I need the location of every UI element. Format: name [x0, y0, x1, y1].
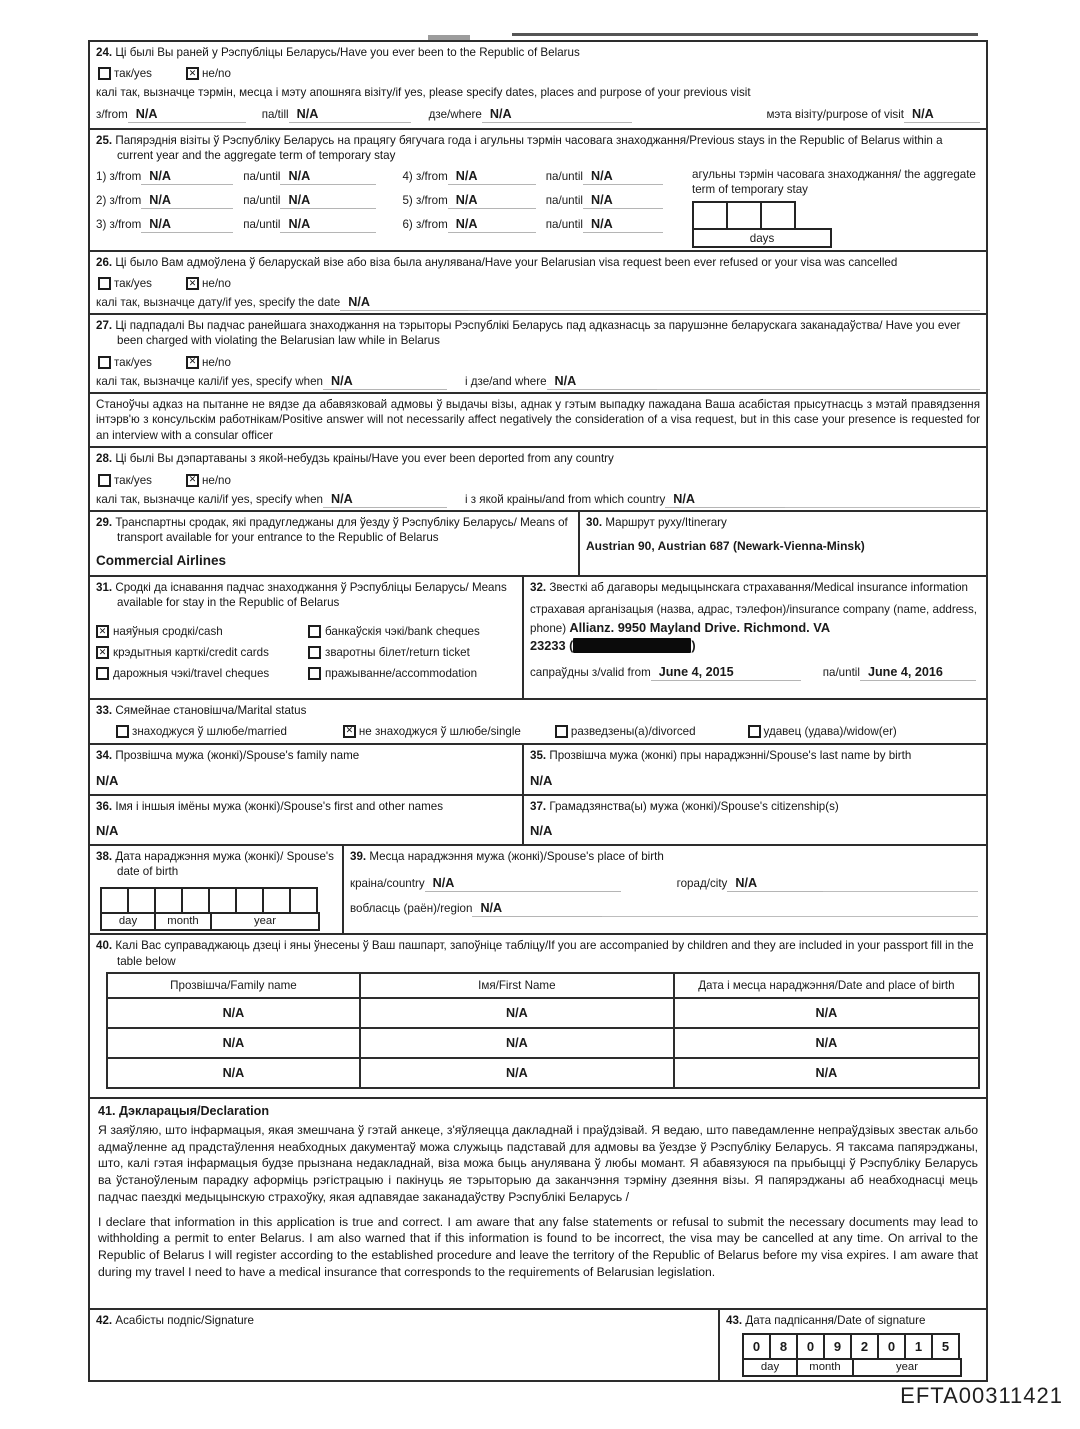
q25-entry6-value: N/A: [448, 217, 536, 233]
q34-value: N/A: [96, 773, 119, 789]
q43-digit: 9: [823, 1333, 852, 1360]
q37-label: 37. Грамадзянства(ы) мужа (жонкі)/Spouse's citizenship(s): [530, 799, 839, 813]
q24-fields: [96, 107, 980, 123]
section-33: [90, 700, 986, 745]
q38-date-cell: [181, 887, 210, 914]
redacted-phone: [573, 638, 691, 653]
q27-label: 27. Ці падпадалі Вы падчас ранейшага знаходжання на тэрыторы Рэспублікі Беларусь пад адказнасць за парушэнне беларускага заканадаўства/ Have you ever been charged with violating the Belarusian law while in Belarus: [96, 319, 961, 348]
q39-label: 39. Месца нараджэння мужа (жонкі)/Spouse's place of birth: [350, 849, 664, 863]
q25-row-1: 1) з/from N/A па/until N/A 4) з/from N/A па/until N/A: [96, 169, 692, 185]
children-cell: N/A: [674, 1058, 979, 1088]
q26-ifyes-label: калі так, вызначце дату/if yes, specify the date: [96, 296, 341, 310]
q25-entry5-value: N/A: [448, 193, 536, 209]
q26-label: 26. Ці было Вам адмоўлена ў беларускай візе або віза была анулявана/Have your Belarusian visa request been ever refused or your visa was cancelled: [96, 255, 898, 269]
q36-value: N/A: [96, 823, 119, 839]
section-26: [90, 252, 986, 315]
section-24: [90, 42, 986, 130]
q38-date-cell: [235, 887, 264, 914]
q40-number: 40.: [96, 939, 113, 953]
q28-yes-label: так/yes: [114, 473, 152, 487]
q28-no-label: не/no: [201, 473, 231, 487]
q24-ifyes-label: калі так, вызначце тэрмін, месца і мэту апошняга візіту/if yes, please specify dates, places and purpose of your previous visit: [96, 86, 751, 100]
q24-no-checkbox: [186, 67, 199, 80]
q27-when-value: N/A: [323, 374, 447, 390]
q33-divorced-checkbox: [555, 725, 568, 738]
q27-options: [98, 356, 980, 369]
q24-purpose-value: N/A: [904, 107, 980, 123]
q37-value: N/A: [530, 823, 553, 839]
q34-number: 34.: [96, 748, 113, 762]
section-27-note: [90, 394, 986, 449]
section-36: [90, 796, 524, 844]
q30-value: Austrian 90, Austrian 687 (Newark-Vienna-Minsk): [586, 538, 865, 553]
q31-return-ticket-checkbox: [308, 646, 321, 659]
q32-valid-from-label: сапраўдны з/valid from: [530, 666, 651, 680]
q24-yes-label: так/yes: [114, 67, 152, 81]
q41-declaration-be: Я заяўляю, што інфармацыя, якая змешчана ў гэтай анкеце, з'яўляецца дакладнай і праўдзівай. Я ведаю, што паведамленне непраўдзівых звестак альбо адмаўленне ад прадстаўлення неабходных дакументаў можа служыць падставай для адмовы ва ўездзе ў Рэспубліку Беларусь. Я таксама папярэджаны, што, калі гэтая інфармацыя будзе прызнана недакладнай, віза можа быць анулявана ў любы момант. Я абавязуюся па прыбыцці ў Рэспубліку Беларусь ва ўстаноўленым парадку аформіць рэгістрацыю і пакінуць яе тэрыторыю да заканчэння тэрміну дзеяння візы. Я папярэджаны аб неабходнасці мець падчас паездкі медыцынскую страхоўку, якая адпавядае заканадаўству Рэспублікі Беларусь /: [98, 1123, 978, 1204]
q43-digit: 5: [931, 1333, 960, 1360]
section-30: [580, 512, 986, 575]
q28-when-row: [96, 492, 980, 508]
children-cell: N/A: [360, 1058, 674, 1088]
q41-title: 41. Дэкларацыя/Declaration: [98, 1104, 270, 1119]
section-39: [344, 846, 986, 934]
q31-item-bank-cheques: банкаўскія чэкі/bank cheques: [308, 625, 480, 638]
children-cell: N/A: [674, 1028, 979, 1058]
q24-where-value: N/A: [482, 107, 632, 123]
children-header-first-name: Імя/First Name: [360, 973, 674, 998]
q43-label: 43. Дата падпісання/Date of signature: [726, 1314, 926, 1328]
q24-till-label: па/till: [261, 107, 289, 121]
q29-value: Commercial Airlines: [96, 553, 227, 569]
children-table-row: [107, 1028, 979, 1058]
q31-travel-cheques-checkbox: [96, 667, 109, 680]
q33-single-checkbox: [343, 725, 356, 738]
children-table: [106, 972, 980, 1089]
q24-where-label: дзе/where: [428, 107, 482, 121]
section-38: [90, 846, 344, 934]
q25-entry5-label: 5) з/from: [402, 193, 448, 207]
q24-label: 24. Ці былі Вы раней у Рэспубліцы Беларусь/Have you ever been to the Republic of Belarus: [96, 46, 580, 59]
children-cell: N/A: [360, 1028, 674, 1058]
q28-label: 28. Ці былі Вы дэпартаваны з якой-небудзь краіны/Have you ever been deported from any country: [96, 452, 614, 466]
q27-when-label: калі так, вызначце калі/if yes, specify when: [96, 374, 323, 388]
q33-label: 33. Сямейнае становішча/Marital status: [96, 703, 307, 717]
q25-rows: [96, 167, 692, 248]
children-cell: N/A: [107, 998, 360, 1028]
q43-digit: 0: [742, 1333, 771, 1360]
q25-days-cell: [692, 201, 728, 230]
q39-city-value: N/A: [727, 876, 823, 892]
q38-date-cell: [208, 887, 237, 914]
q28-number: 28.: [96, 452, 113, 466]
scan-artifact-line: [512, 33, 978, 36]
q38-date-cells: [100, 887, 336, 914]
children-table-row: [107, 998, 979, 1028]
q31-label: 31. Сродкі да існавання падчас знаходжання ў Рэспубліцы Беларусь/ Means available for stay in the Republic of Belarus: [96, 580, 507, 609]
q38-label: 38. Дата нараджэння мужа (жонкі)/ Spouse's date of birth: [96, 849, 334, 879]
q31-column-1: [96, 625, 308, 688]
children-cell: N/A: [107, 1028, 360, 1058]
q24-number: 24.: [96, 46, 113, 59]
q25-entry2-value: N/A: [141, 193, 233, 209]
q39-number: 39.: [350, 849, 367, 863]
q25-days-cell: [760, 201, 796, 230]
section-42-43: [90, 1310, 986, 1380]
section-38-39: [90, 846, 986, 936]
q24-no-label: не/no: [201, 67, 231, 81]
q43-digit: 2: [850, 1333, 879, 1360]
q28-when-value: N/A: [323, 492, 447, 508]
q31-checkbox-grid: [96, 625, 516, 688]
q32-company-value: Allianz. 9950 Mayland Drive. Richmond. VA: [569, 619, 831, 635]
q31-item-travel-cheques: дарожныя чэкі/travel cheques: [96, 667, 308, 680]
q39-country-city-row: [350, 876, 978, 892]
q35-value: N/A: [530, 773, 553, 789]
q27-where-value: N/A: [547, 374, 657, 390]
q25-days-cells: [692, 201, 980, 230]
q39-rule-2: [602, 914, 978, 917]
q43-day-label: day: [742, 1358, 798, 1377]
q25-entry4-label: 4) з/from: [402, 169, 448, 183]
q32-valid-row: [530, 665, 978, 681]
q38-number: 38.: [96, 849, 113, 863]
section-27: [90, 315, 986, 394]
section-29-30: [90, 512, 986, 577]
section-31: [90, 577, 524, 698]
q26-number: 26.: [96, 255, 113, 269]
section-32: [524, 577, 986, 698]
q41-declaration-en: I declare that information in this application is true and correct. I am aware that any false statements or refusal to submit the necessary documents may lead to withholding a permit to enter Belarus. I am also warned that if this information is found to be incorrect, the visa may be cancelled at any time. On arrival to the Republic of Belarus I will register according to the established procedure and leave the territory of the Republic of Belarus before my visa expires. I am aware that during my travel I need to have a medical insurance that corresponds to the requirements of Belarusian legislation.: [98, 1214, 978, 1279]
q26-date-row: [96, 295, 980, 311]
q43-date-labels: [742, 1358, 980, 1377]
q31-number: 31.: [96, 580, 113, 594]
q38-date-cell: [100, 887, 129, 914]
q25-days-label: days: [692, 228, 832, 248]
q43-year-label: year: [852, 1358, 962, 1377]
q43-number: 43.: [726, 1314, 743, 1328]
q32-number: 32.: [530, 580, 547, 594]
q29-number: 29.: [96, 515, 113, 529]
q25-aggregate: [692, 167, 980, 248]
section-29: [90, 512, 580, 575]
q31-bank-cheques-checkbox: [308, 625, 321, 638]
q36-number: 36.: [96, 799, 113, 813]
q28-options: [98, 474, 980, 487]
q25-entry2-label: 2) з/from: [96, 193, 142, 207]
q31-column-2: [308, 625, 480, 688]
q26-yes-label: так/yes: [114, 277, 152, 291]
q33-widow-checkbox: [748, 725, 761, 738]
q28-rule: [785, 505, 980, 508]
q37-number: 37.: [530, 799, 547, 813]
q39-region-value: N/A: [472, 901, 602, 917]
section-25: [90, 130, 986, 252]
section-36-37: [90, 796, 986, 846]
q25-entry6-label: 6) з/from: [402, 217, 448, 231]
q43-digit: 8: [769, 1333, 798, 1360]
q26-options: [98, 277, 980, 290]
section-40: [90, 935, 986, 1099]
q25-entry4-value: N/A: [448, 169, 536, 185]
q35-number: 35.: [530, 748, 547, 762]
q29-label: 29. Транспартны сродак, які прадугледжаны для ўезду ў Рэспубліку Беларусь/ Means of transport available for your entrance to the Republic of Belarus: [96, 515, 568, 544]
section-34: [90, 745, 524, 794]
q25-row-3: 3) з/from N/A па/until N/A 6) з/from N/A па/until N/A: [96, 217, 692, 233]
q38-date-cell: [154, 887, 183, 914]
q42-number: 42.: [96, 1314, 113, 1328]
q28-no-checkbox: [186, 474, 199, 487]
children-header-family-name: Прозвішча/Family name: [107, 973, 360, 998]
children-cell: N/A: [360, 998, 674, 1028]
q43-digit: 0: [796, 1333, 825, 1360]
q31-item-accommodation: пражыванне/accommodation: [308, 667, 480, 680]
q24-till-value: N/A: [289, 107, 411, 123]
section-28: [90, 448, 986, 511]
q27-no-checkbox: [186, 356, 199, 369]
q43-digit: 0: [877, 1333, 906, 1360]
q32-label: 32. Звесткі аб дагаворы медыцынскага страхавання/Medical insurance information: [530, 580, 969, 594]
belarus-visa-application-form: [88, 40, 988, 1382]
q24-from-value: N/A: [128, 107, 246, 123]
q24-options: [98, 67, 980, 80]
document-code: EFTA00311421: [900, 1383, 1063, 1408]
q27-rule: [657, 387, 980, 390]
q28-country-label: і з якой краіны/and from which country: [464, 492, 666, 506]
q27-when-row: [96, 374, 980, 390]
q27-yes-label: так/yes: [114, 355, 152, 369]
q32-company-value-2: 23233 (: [530, 638, 574, 654]
q25-entry2-until: N/A: [280, 193, 376, 209]
section-35: [524, 745, 986, 794]
q32-company-label: страхавая арганізацыя (назва, адрас, тэлефон)/insurance company (name, address, phone): [530, 602, 977, 635]
q31-credit-cards-checkbox: [96, 646, 109, 659]
q26-no-label: не/no: [201, 277, 231, 291]
children-cell: N/A: [674, 998, 979, 1028]
q26-rule: [468, 308, 980, 311]
q25-aggregate-label: агульны тэрмін часовага знаходжання/ the aggregate term of temporary stay: [692, 167, 976, 196]
q31-item-return-ticket: зваротны білет/return ticket: [308, 646, 480, 659]
q32-valid-from-value: June 4, 2015: [651, 665, 801, 681]
q38-date-cell: [127, 887, 156, 914]
q38-date-labels: [100, 912, 336, 931]
children-table-row: [107, 1058, 979, 1088]
q28-yes-checkbox: [98, 474, 111, 487]
q42-label: 42. Асабісты подпіс/Signature: [96, 1314, 254, 1328]
q39-rule-1: [823, 889, 978, 892]
q26-no-checkbox: [186, 277, 199, 290]
q38-month-label: month: [154, 912, 212, 931]
q24-yes-checkbox: [98, 67, 111, 80]
q25-label: 25. Папярэднія візіты ў Рэспубліку Беларусь на працягу бягучага года і агульны тэрмін часовага знаходжання/Previous stays in the Republic of Belarus within a current year and the aggregate term of temporary stay: [96, 134, 943, 163]
q25-row-2: 2) з/from N/A па/until N/A 5) з/from N/A па/until N/A: [96, 193, 692, 209]
q26-yes-checkbox: [98, 277, 111, 290]
q32-until-label: па/until: [822, 666, 860, 680]
children-table-header-row: [107, 973, 979, 998]
children-header-birth: Дата і месца нараджэння/Date and place of birth: [674, 973, 979, 998]
q27-note-text: Станоўчы адказ на пытанне не вядзе да абавязковай адмовы ў выдачы візы, аднак у гэтым выпадку пажадана Ваша асабістая прысутнасць з мэтай правядзення інтэрв'ю з консульскім работнікам/Positive answer will not necessarily affect negatively the consideration of a visa request, but in this case your presence is requested for an interview with a consular officer: [96, 397, 980, 443]
q33-number: 33.: [96, 703, 113, 717]
section-34-35: [90, 745, 986, 796]
q41-number: 41.: [98, 1104, 116, 1119]
q33-options: знаходжуся ў шлюбе/married ✕ не знаходжуся ў шлюбе/single разведзены(а)/divorced удавец (удава)/widow(er): [96, 725, 980, 738]
q36-label: 36. Імя і іншыя імёны мужа (жонкі)/Spouse's first and other names: [96, 799, 444, 813]
q32-company: страхавая арганізацыя (назва, адрас, тэлефон)/insurance company (name, address, phone) Allianz. 9950 Mayland Drive. Richmond. VA 23233 ( ): [530, 602, 977, 654]
section-37: [524, 796, 986, 844]
q24-purpose-label: мэта візіту/purpose of visit: [766, 107, 904, 121]
q27-where-label: і дзе/and where: [464, 374, 547, 388]
section-31-32: [90, 577, 986, 700]
q30-number: 30.: [586, 515, 603, 529]
q43-date-cells: [742, 1333, 980, 1360]
q38-day-label: day: [100, 912, 156, 931]
q38-date-cell: [289, 887, 318, 914]
q24-from-label: з/from: [96, 107, 128, 121]
q25-body: [96, 167, 980, 248]
q31-accommodation-checkbox: [308, 667, 321, 680]
q25-entry3-until: N/A: [280, 217, 376, 233]
q25-entry1-label: 1) з/from: [96, 169, 142, 183]
q39-country-label: краіна/country: [350, 877, 425, 891]
q31-item-cash: ✕ наяўныя сродкі/cash: [96, 625, 308, 638]
q25-days-cell: [726, 201, 762, 230]
q39-country-value: N/A: [425, 876, 621, 892]
q28-country-value: N/A: [665, 492, 785, 508]
q39-region-label: вобласць (раён)/region: [350, 902, 473, 916]
q43-month-label: month: [796, 1358, 854, 1377]
q43-digit: 1: [904, 1333, 933, 1360]
section-43: [720, 1310, 986, 1380]
q27-yes-checkbox: [98, 356, 111, 369]
q34-label: 34. Прозвішча мужа (жонкі)/Spouse's family name: [96, 748, 360, 762]
q31-cash-checkbox: [96, 625, 109, 638]
q39-city-label: горад/city: [676, 877, 728, 891]
section-41: [90, 1099, 986, 1310]
q25-entry4-until: N/A: [583, 169, 663, 185]
q38-year-label: year: [210, 912, 320, 931]
q25-entry5-until: N/A: [583, 193, 663, 209]
q30-label: 30. Маршрут руху/Itinerary: [586, 515, 727, 529]
q39-region-row: [350, 901, 978, 917]
q31-item-credit-cards: ✕ крэдытныя карткі/credit cards: [96, 646, 308, 659]
q25-entry1-until: N/A: [280, 169, 376, 185]
q38-date-cell: [262, 887, 291, 914]
q25-entry3-value: N/A: [141, 217, 233, 233]
q25-entry3-label: 3) з/from: [96, 217, 142, 231]
children-cell: N/A: [107, 1058, 360, 1088]
q27-number: 27.: [96, 319, 113, 333]
q33-married-checkbox: [116, 725, 129, 738]
q35-label: 35. Прозвішча мужа (жонкі) пры нараджэнні/Spouse's last name by birth: [530, 748, 912, 762]
q28-when-label: калі так, вызначце калі/if yes, specify when: [96, 492, 323, 506]
q25-entry1-value: N/A: [141, 169, 233, 185]
q25-number: 25.: [96, 134, 113, 147]
q25-entry6-until: N/A: [583, 217, 663, 233]
q26-date-value: N/A: [340, 295, 468, 311]
q40-label: 40. Калі Вас суправаджаюць дзеці і яны ўнесены ў Ваш пашпарт, запоўніце табліцу/If you are accompanied by children and they are included in your passport fill in the table below: [96, 939, 974, 968]
q32-until-value: June 4, 2016: [860, 665, 976, 681]
section-42: [90, 1310, 720, 1380]
q27-no-label: не/no: [201, 355, 231, 369]
